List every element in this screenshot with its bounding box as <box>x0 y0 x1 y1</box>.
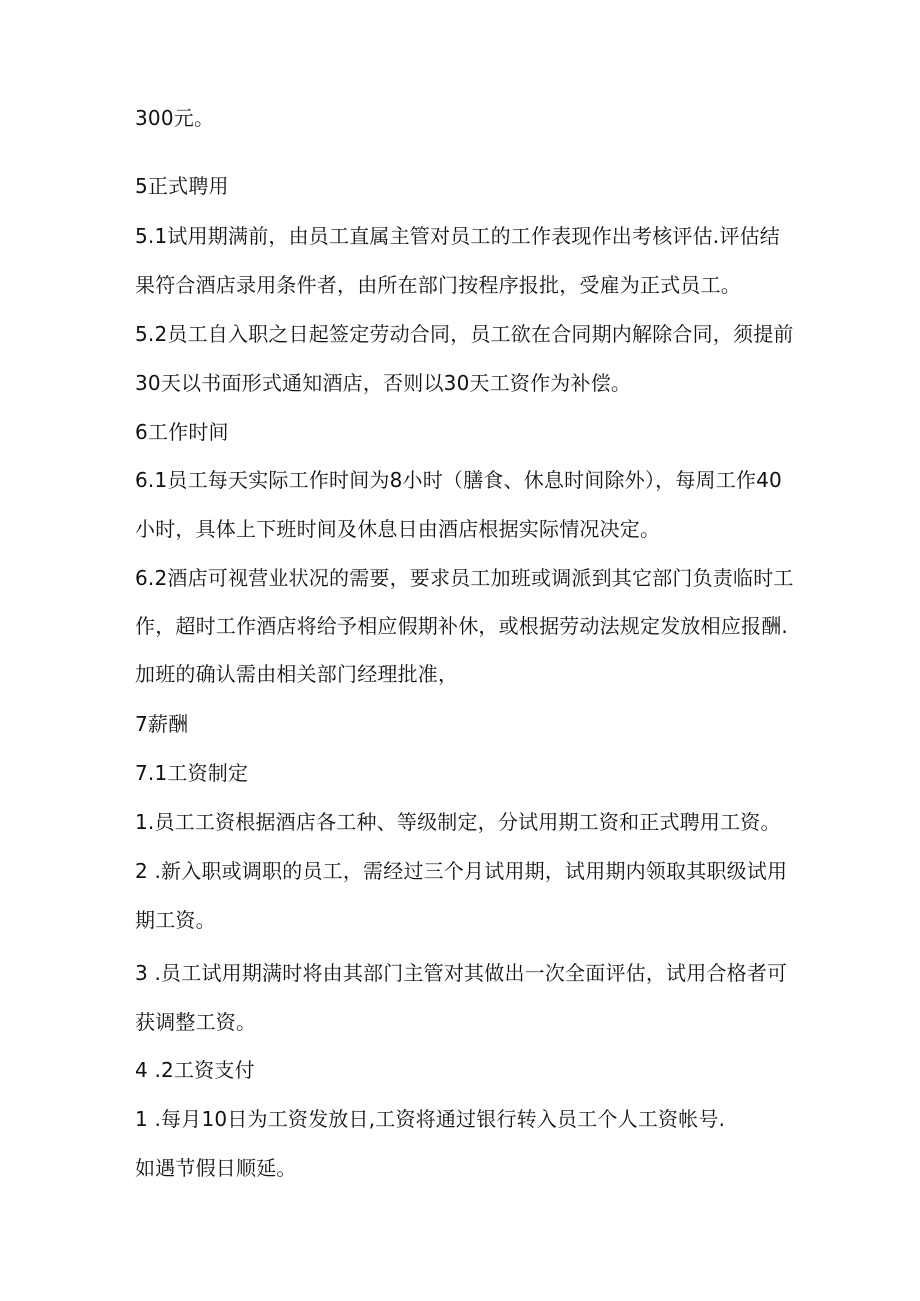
list-item-2-b: 期工资。 <box>135 908 216 932</box>
section-heading-7: 7薪酬 <box>135 712 189 736</box>
text-line-6-2-a: 6.2酒店可视营业状况的需要，要求员工加班或调派到其它部门负责临时工 <box>135 566 794 590</box>
text-line-5-1-a: 5.1试用期满前，由员工直属主管对员工的工作表现作出考核评估.评估结 <box>135 224 780 248</box>
list-item-pay-a: 1 .每月10日为工资发放日,工资将通过银行转入员工个人工资帐号. <box>135 1107 726 1131</box>
section-heading-6: 6工作时间 <box>135 420 229 444</box>
text-line-5-2-b: 30天以书面形式通知酒店，否则以30天工资作为补偿。 <box>135 371 632 395</box>
text-line-5-2-a: 5.2员工自入职之日起签定劳动合同，员工欲在合同期内解除合同，须提前 <box>135 322 794 346</box>
list-item-2-a: 2 .新入职或调职的员工，需经过三个月试用期，试用期内领取其职级试用 <box>135 859 788 883</box>
list-item-3-b: 获调整工资。 <box>135 1010 257 1034</box>
section-heading-5: 5正式聘用 <box>135 174 229 198</box>
list-item-1: 1.员工工资根据酒店各工种、等级制定，分试用期工资和正式聘用工资。 <box>135 810 781 834</box>
text-line-1: 300元。 <box>135 106 215 130</box>
text-line-6-1-a: 6.1员工每天实际工作时间为8小时（膳食、休息时间除外），每周工作40 <box>135 468 782 492</box>
subsection-heading-7-1: 7.1工资制定 <box>135 761 249 785</box>
list-item-pay-b: 如遇节假日顺延。 <box>135 1156 297 1180</box>
subsection-heading-7-2: 4 .2工资支付 <box>135 1058 255 1082</box>
text-line-6-2-c: 加班的确认需由相关部门经理批准， <box>135 662 459 686</box>
list-item-3-a: 3 .员工试用期满时将由其部门主管对其做出一次全面评估，试用合格者可 <box>135 961 788 985</box>
text-line-6-1-b: 小时，具体上下班时间及休息日由酒店根据实际情况决定。 <box>135 517 661 541</box>
text-line-5-1-b: 果符合酒店录用条件者，由所在部门按程序报批，受雇为正式员工。 <box>135 273 741 297</box>
text-line-6-2-b: 作，超时工作酒店将给予相应假期补休，或根据劳动法规定发放相应报酬. <box>135 614 788 638</box>
